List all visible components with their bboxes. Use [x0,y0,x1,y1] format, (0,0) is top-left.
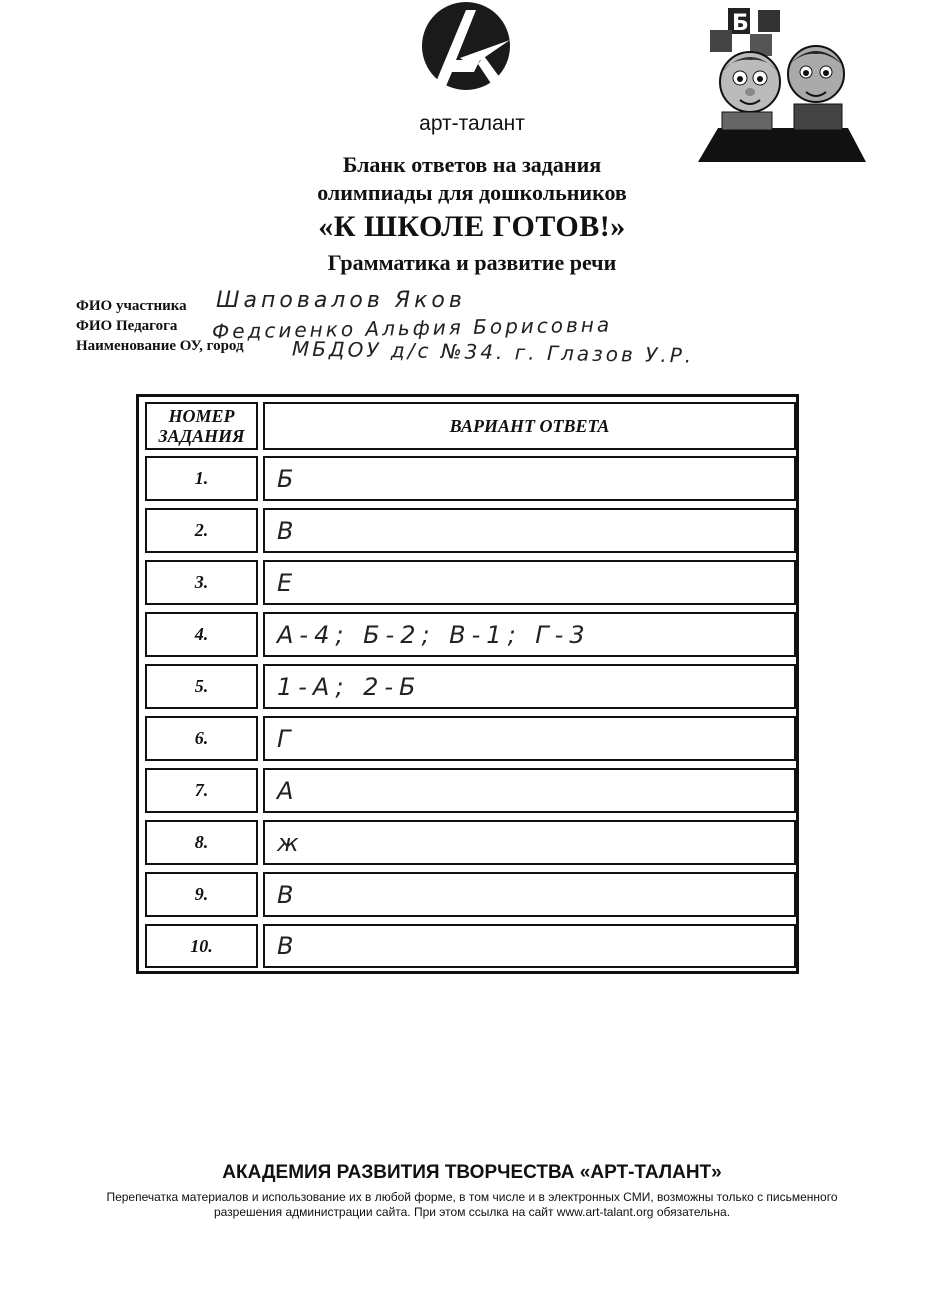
form-heading-line1: Бланк ответов на задания [342,152,602,177]
task-number: 1. [145,456,258,501]
footer-title: АКАДЕМИЯ РАЗВИТИЯ ТВОРЧЕСТВА «АРТ-ТАЛАНТ» [222,1162,722,1183]
school-label: Наименование ОУ, город [76,338,244,354]
answer-cell: В [263,924,796,968]
answer-cell: ж [263,820,796,865]
column-header-number: НОМЕР ЗАДАНИЯ [145,402,258,450]
art-talant-logo-icon [414,0,518,112]
footer-copyright-text: Перепечатка материалов и использование их в любой форме, в том числе и в электронных СМИ, возможны только с письменного разрешения администрации сайта. При этом ссылка на сайт www.art-talant.org обязательна. [106,1190,838,1219]
form-heading-line2: олимпиады для дошкольников [317,180,627,205]
participant-label: ФИО участника [76,298,187,314]
svg-text:Б: Б [732,11,749,36]
task-number: 6. [145,716,258,761]
answer-cell: Б [263,456,796,501]
answer-table [136,394,799,974]
task-number: 5. [145,664,258,709]
participant-value: Шаповалов Яков [216,288,466,313]
teacher-label: ФИО Педагога [76,318,178,334]
answer-cell: А [263,768,796,813]
subject-title: Грамматика и развитие речи [327,250,617,275]
brand-name: арт-талант [419,112,525,135]
school-value: МБДОУ д/с №34. г. Глазов У.Р. [291,336,695,368]
answer-cell: В [263,872,796,917]
children-reading-illustration-icon [698,0,866,162]
answer-cell: Е [263,560,796,605]
answer-cell: В [263,508,796,553]
answer-cell: А-4; Б-2; В-1; Г-3 [263,612,796,657]
task-number: 10. [145,924,258,968]
answer-cell: Г [263,716,796,761]
task-number: 8. [145,820,258,865]
task-number: 3. [145,560,258,605]
task-number: 7. [145,768,258,813]
column-header-answer: ВАРИАНТ ОТВЕТА [263,402,796,450]
task-number: 4. [145,612,258,657]
answer-cell: 1-А; 2-Б [263,664,796,709]
task-number: 2. [145,508,258,553]
task-number: 9. [145,872,258,917]
teacher-value: Федсиенко Альфия Борисовна [211,312,613,344]
olympiad-title: «К ШКОЛЕ ГОТОВ!» [318,210,626,243]
